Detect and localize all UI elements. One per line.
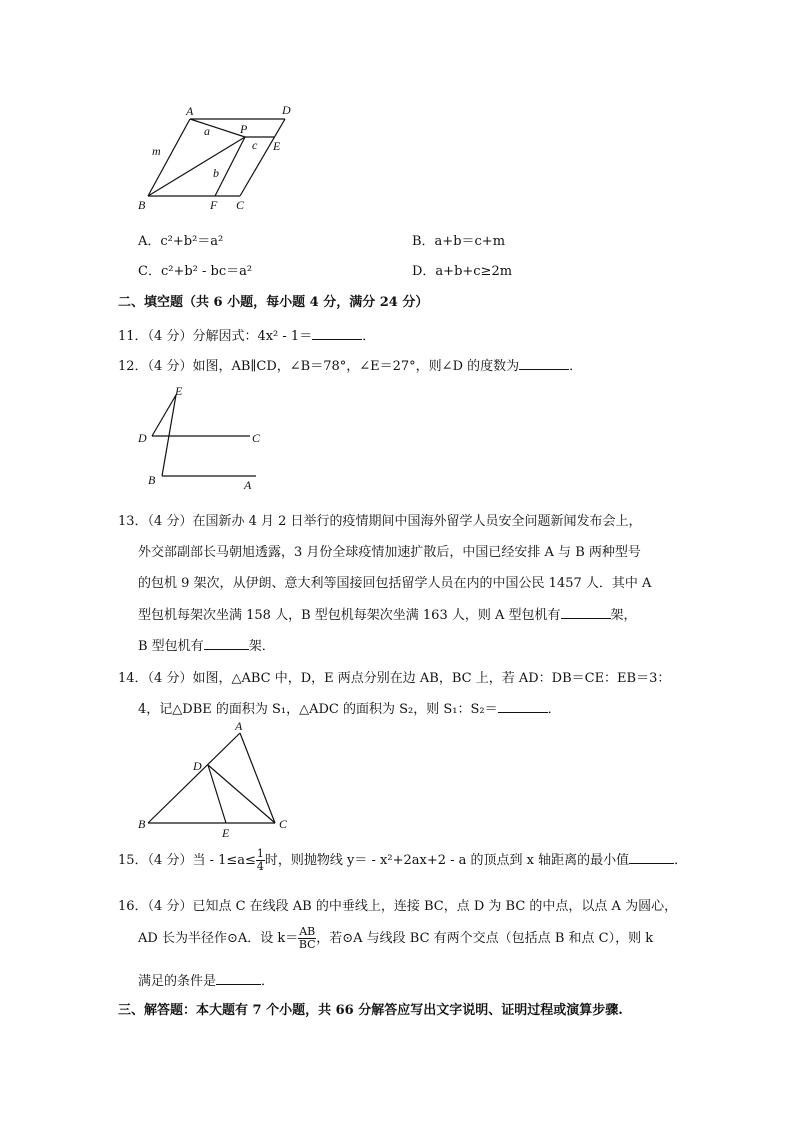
question-11	[118, 325, 375, 344]
q14-tail: ．	[547, 702, 561, 717]
q13-line-2: 外交部副部长马朝旭透露，3 月份全球疫情加速扩散后，中国已经安排 A 与 B 两种型号	[138, 545, 641, 560]
q10-option-d: D．a+b+c≥2m	[412, 264, 513, 279]
q14-figure	[130, 718, 305, 843]
label-C: C	[279, 817, 288, 831]
label-D: D	[193, 759, 202, 773]
label-C: C	[236, 198, 245, 212]
label-E: E	[273, 139, 281, 153]
label-C: C	[252, 431, 261, 445]
q15-text-a: 15．（4 分）当 - 1≤a≤	[118, 853, 256, 868]
q10-figure	[130, 100, 310, 215]
q14-blank	[498, 700, 548, 713]
question-12	[118, 355, 582, 374]
q12-tail: ．	[569, 359, 583, 374]
q16-frac-den: BC	[298, 938, 316, 951]
label-E: E	[222, 826, 230, 840]
q16-line-3-text: 满足的条件是	[138, 974, 217, 989]
q16-fraction	[298, 926, 316, 951]
q10-option-b: B．a+b＝c+m	[412, 234, 506, 249]
q13-line-1: 13．（4 分）在国新办 4 月 2 日举行的疫情期间中国海外留学人员安全问题新闻发布会上，	[118, 514, 642, 529]
q13-line-3: 的包机 9 架次，从伊朗、意大利等国接回包括留学人员在内的中国公民 1457 人．其中 A	[138, 576, 652, 591]
q15-frac-num: 1	[256, 847, 264, 860]
q13-blank-b	[204, 637, 249, 650]
label-B: B	[148, 473, 156, 487]
q10-option-a: A．c²+b²＝a²	[138, 234, 224, 249]
q12-figure	[130, 380, 280, 495]
label-B: B	[138, 198, 146, 212]
q15-tail: ．	[674, 853, 688, 868]
label-b: b	[213, 166, 219, 180]
q14-line-1: 14．（4 分）如图，△ABC 中，D，E 两点分别在边 AB，BC 上，若 AD：DB＝CE：EB＝3：	[118, 671, 671, 686]
label-A: A	[244, 478, 252, 492]
q11-text: 11．（4 分）分解因式：4x² - 1＝	[118, 329, 313, 344]
label-A: A	[186, 104, 194, 118]
q16-line-1: 16．（4 分）已知点 C 在线段 AB 的中垂线上，连接 BC，点 D 为 BC 的中点，以点 A 为圆心，	[118, 899, 678, 914]
section-2-heading: 二、填空题（共 6 小题，每小题 4 分，满分 24 分）	[118, 295, 429, 310]
q15-frac-den: 4	[256, 860, 264, 873]
side-ac	[240, 733, 275, 823]
section-3-heading: 三、解答题：本大题有 7 个小题，共 66 分解答应写出文字说明、证明过程或演算步骤.	[118, 1003, 623, 1018]
label-D: D	[282, 103, 291, 117]
label-D: D	[138, 431, 147, 445]
label-m: m	[152, 144, 161, 158]
label-c: c	[252, 138, 258, 152]
label-A: A	[235, 719, 243, 733]
label-B: B	[138, 817, 146, 831]
q13-line-5	[138, 635, 275, 654]
q13-line-4-text: 型包机每架次坐满 158 人，B 型包机每架次坐满 163 人，则 A 型包机有	[138, 608, 561, 623]
question-15	[118, 848, 687, 873]
label-F: F	[210, 198, 218, 212]
q15-fraction	[256, 848, 265, 873]
q14-line-2-text: 4，记△DBE 的面积为 S₁，△ADC 的面积为 S₂，则 S₁：S₂＝	[138, 702, 498, 717]
q15-blank	[629, 851, 674, 864]
q16-tail: ．	[261, 974, 275, 989]
label-a: a	[204, 124, 210, 138]
q14-line-2	[138, 698, 561, 717]
label-E: E	[175, 384, 183, 398]
q16-blank	[216, 972, 261, 985]
line-ap	[190, 119, 245, 137]
line-dc	[208, 765, 275, 823]
q16-line-2-text-b: ，若⊙A 与线段 BC 有两个交点（包括点 B 和点 C），则 k	[316, 931, 654, 946]
q11-tail: ．	[362, 329, 376, 344]
line-de	[208, 765, 226, 823]
q11-blank	[312, 327, 362, 340]
q10-option-c: C．c²+b² - bc＝a²	[138, 264, 253, 279]
q13-blank-a	[561, 606, 611, 619]
side-ab	[148, 733, 240, 823]
q16-line-2-text-a: AD 长为半径作⊙A．设 k＝	[138, 931, 299, 946]
q13-line-4-tail: 架，	[610, 608, 637, 623]
q13-line-5-tail: 架．	[248, 639, 275, 654]
q12-blank	[519, 357, 569, 370]
q16-frac-num: AB	[299, 925, 316, 938]
q13-line-4	[138, 604, 637, 623]
q16-line-3	[138, 970, 274, 989]
q15-text-b: 时，则抛物线 y＝ - x²+2ax+2 - a 的顶点到 x 轴距离的最小值	[264, 853, 630, 868]
q13-line-5-text: B 型包机有	[138, 639, 204, 654]
q12-text: 12．（4 分）如图，AB∥CD，∠B＝78°，∠E＝27°，则∠D 的度数为	[118, 359, 520, 374]
q16-line-2	[138, 926, 653, 951]
label-P: P	[240, 122, 248, 136]
